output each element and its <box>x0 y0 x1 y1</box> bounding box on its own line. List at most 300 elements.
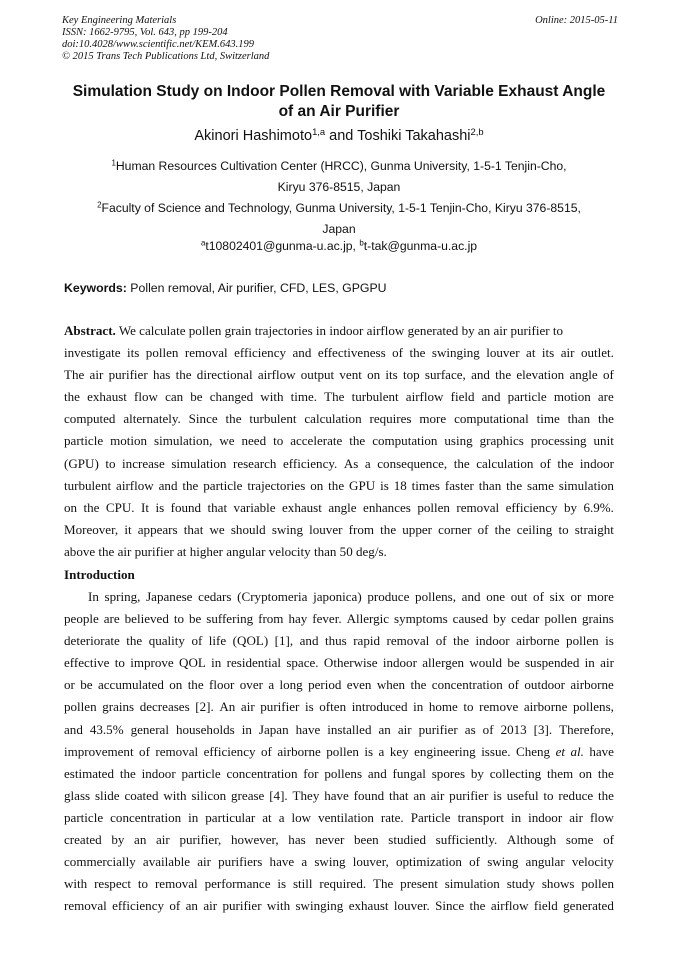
word: Although <box>506 832 557 848</box>
author-affiliation-mark: 1,a <box>312 125 326 137</box>
word: Since <box>435 898 465 914</box>
word: efficiency <box>234 345 287 361</box>
word: efficiency. <box>282 455 338 471</box>
word: a <box>278 809 285 825</box>
word: studied <box>388 832 426 848</box>
word: pollens, <box>572 699 614 715</box>
word: airborne <box>523 699 568 715</box>
word: indoor <box>579 455 614 471</box>
word: with <box>266 898 291 914</box>
word: to <box>463 699 474 715</box>
word: from <box>258 611 284 627</box>
word: rapid <box>353 633 381 649</box>
abstract-line: above the air purifier at higher angular velocity than 50 deg/s. <box>64 543 387 559</box>
word: be <box>80 677 93 693</box>
word: is <box>380 477 389 493</box>
word: corner <box>438 521 472 537</box>
intro-line <box>64 807 614 829</box>
copyright-line: © 2015 Trans Tech Publications Ltd, Switzerland <box>62 51 270 62</box>
word: variable <box>233 499 276 515</box>
word: the <box>453 455 470 471</box>
word: that <box>207 499 228 515</box>
word: be <box>190 389 203 405</box>
word: on <box>169 677 183 693</box>
word: of <box>602 367 614 383</box>
affiliation-text: Kiryu 376-8515, Japan <box>277 180 401 194</box>
word: particle <box>203 477 243 493</box>
word: ventilation <box>318 809 374 825</box>
word: is <box>304 699 314 715</box>
word: optimization <box>395 854 462 870</box>
word: Otherwise <box>323 655 378 671</box>
word: more <box>587 589 614 604</box>
word: by <box>111 832 125 848</box>
intro-line <box>64 630 614 652</box>
intro-line <box>64 652 614 674</box>
word: an <box>185 898 198 914</box>
section-heading-introduction: Introduction <box>64 567 135 582</box>
word: concentration <box>431 677 503 693</box>
word: performance <box>204 876 271 892</box>
word: useful <box>506 787 539 803</box>
word: and <box>64 721 83 737</box>
word: flow <box>589 809 614 825</box>
word: deteriorate <box>64 633 120 649</box>
word: the <box>126 633 143 649</box>
word: has <box>152 367 171 383</box>
word: They <box>292 787 320 803</box>
word: air <box>397 721 412 737</box>
word: estimated <box>64 765 114 781</box>
abstract-line <box>64 408 614 430</box>
word: the <box>349 433 366 449</box>
word: more <box>419 411 447 427</box>
word: As <box>343 455 359 471</box>
word: surface, <box>424 367 466 383</box>
word: air <box>600 655 614 671</box>
word: and <box>299 633 319 649</box>
word: have <box>324 787 349 803</box>
word: particle <box>64 809 104 825</box>
word: pollen <box>326 743 359 759</box>
word: its <box>541 345 555 361</box>
word: the <box>495 367 512 383</box>
word: faster <box>444 477 474 493</box>
word: a <box>301 854 308 870</box>
word: residential <box>226 655 281 671</box>
word: engineering <box>414 743 476 759</box>
word: airflow <box>116 477 154 493</box>
word: indoor <box>382 655 417 671</box>
word: or <box>64 677 75 693</box>
word: transport <box>457 809 504 825</box>
word: purifier <box>449 787 489 803</box>
word: remove <box>479 699 519 715</box>
word: air <box>156 832 170 848</box>
word: time <box>536 411 560 427</box>
word: by <box>470 765 484 781</box>
email-link[interactable]: t-tak@gunma-u.ac.jp <box>363 239 478 253</box>
word: or <box>570 589 582 604</box>
word: by <box>563 499 578 515</box>
word: allergen <box>422 655 465 671</box>
word: effective <box>64 655 110 671</box>
word: of <box>482 721 494 737</box>
word: collecting <box>489 765 542 781</box>
word: turbulent <box>249 411 297 427</box>
word: the <box>598 787 614 803</box>
word: to <box>173 611 184 627</box>
word: are <box>597 389 614 405</box>
keywords-text: Pollen removal, Air purifier, CFD, LES, GPGPU <box>126 281 387 295</box>
word: swinging <box>431 345 480 361</box>
word: airflow <box>257 367 296 383</box>
word: angle <box>328 499 357 515</box>
author-list <box>0 125 678 144</box>
abstract-line <box>64 430 614 452</box>
word: the <box>597 765 614 781</box>
word: air <box>240 699 255 715</box>
email-link[interactable]: t10802401@gunma-u.ac.jp, <box>205 239 360 253</box>
word: Since <box>188 411 218 427</box>
word: efficiency <box>112 898 165 914</box>
word: an <box>413 787 426 803</box>
word: GPU <box>349 477 376 493</box>
intro-line <box>64 873 614 895</box>
word: exhaust <box>87 389 127 405</box>
word: six <box>549 589 565 604</box>
word: (GPU) <box>64 455 99 471</box>
word: air <box>89 367 104 383</box>
word: output <box>300 367 335 383</box>
word: can <box>165 389 184 405</box>
word: by <box>493 611 507 627</box>
abstract-line <box>64 519 614 541</box>
word: removal <box>155 743 199 759</box>
word: of <box>469 854 480 870</box>
word: we <box>219 433 235 449</box>
abstract-label: Abstract. <box>64 323 116 338</box>
word: to <box>273 433 284 449</box>
word: them <box>547 765 574 781</box>
word: simulation <box>171 455 227 471</box>
word: the <box>175 367 192 383</box>
word: than <box>478 477 502 493</box>
word: would <box>469 655 502 671</box>
keywords-label: Keywords: <box>64 281 127 295</box>
intro-line <box>64 741 614 763</box>
intro-line <box>64 895 614 917</box>
word: of <box>392 345 404 361</box>
abstract-line <box>64 342 614 364</box>
word: a <box>364 455 371 471</box>
word: airborne <box>516 633 560 649</box>
word: graphics <box>479 433 524 449</box>
intro-line <box>64 696 614 718</box>
word: thus <box>324 633 347 649</box>
word: turbulent <box>64 477 112 493</box>
word: increase <box>122 455 165 471</box>
intro-line <box>64 763 614 785</box>
word: the <box>225 411 242 427</box>
word: introduced <box>351 699 408 715</box>
word: have <box>295 721 321 737</box>
journal-name: Key Engineering Materials <box>62 15 177 26</box>
word: purifier <box>260 699 300 715</box>
affiliation-2 <box>55 198 623 240</box>
affiliation-mark: 1 <box>111 158 116 168</box>
word: decreases <box>139 699 190 715</box>
word: time. <box>290 389 318 405</box>
paper-title <box>55 82 623 122</box>
word: removal <box>456 499 500 515</box>
abstract-line <box>64 453 614 475</box>
email-mark: a <box>200 238 206 248</box>
word: exhaust <box>282 499 322 515</box>
word: of <box>477 521 489 537</box>
word: purifier <box>222 898 262 914</box>
word: a <box>378 743 385 759</box>
word: concentration <box>226 765 298 781</box>
word: Japanese <box>146 589 193 604</box>
word: than <box>567 411 591 427</box>
word: sufficiently. <box>435 832 498 848</box>
word: is <box>493 787 502 803</box>
word: indoor <box>528 809 563 825</box>
word: swinging <box>295 898 344 914</box>
word: directional <box>196 367 253 383</box>
word: indoor <box>475 633 510 649</box>
word: respect <box>94 876 132 892</box>
word: louver <box>486 345 520 361</box>
word: never <box>315 832 345 848</box>
word: QOL <box>179 655 206 671</box>
word: have <box>269 854 295 870</box>
word: of <box>540 455 551 471</box>
word: suspended <box>524 655 580 671</box>
word: particle <box>507 389 547 405</box>
word: life <box>208 633 227 649</box>
word: air <box>430 787 445 803</box>
word: same <box>527 477 554 493</box>
word: as <box>464 721 476 737</box>
word: the <box>469 898 486 914</box>
word: the <box>83 499 100 515</box>
word: one <box>486 589 506 604</box>
word: present <box>400 876 438 892</box>
intro-line <box>64 851 614 873</box>
word: pollens <box>324 765 363 781</box>
word: that <box>388 787 409 803</box>
word: air <box>560 345 575 361</box>
abstract-line <box>64 364 614 386</box>
word: processing <box>530 433 587 449</box>
word: caused <box>452 611 489 627</box>
word: in <box>211 655 222 671</box>
word: with <box>64 876 88 892</box>
word: calculation <box>476 455 534 471</box>
word: required. <box>319 876 367 892</box>
word: fungal <box>392 765 426 781</box>
word: spores <box>431 765 466 781</box>
word: removal <box>154 876 198 892</box>
word: CPU. <box>105 499 135 515</box>
word: cedar <box>511 611 540 627</box>
word: out <box>510 589 528 604</box>
word: and <box>471 367 490 383</box>
word: 2013 <box>500 721 527 737</box>
word: appears <box>137 521 178 537</box>
word: it <box>124 521 132 537</box>
word: particle <box>181 765 221 781</box>
title-line: Simulation Study on Indoor Pollen Removal with Variable Exhaust Angle <box>72 83 606 100</box>
intro-line <box>64 608 614 630</box>
word: symptoms <box>394 611 448 627</box>
word: swing <box>487 854 519 870</box>
word: trajectories <box>247 477 306 493</box>
word: produce <box>367 589 410 604</box>
email-mark: b <box>359 238 364 248</box>
word: et <box>555 743 565 759</box>
intro-line <box>64 674 614 696</box>
word: of <box>508 677 520 693</box>
word: space. <box>286 655 319 671</box>
word: even <box>346 677 372 693</box>
word: [4]. <box>269 787 288 803</box>
word: exhaust <box>348 898 389 914</box>
word: on <box>367 367 381 383</box>
word: in <box>413 699 424 715</box>
word: of <box>169 898 181 914</box>
word: Allergic <box>346 611 390 627</box>
word: improvement <box>64 743 134 759</box>
word: computation <box>372 433 438 449</box>
word: when <box>376 677 406 693</box>
word: need <box>241 433 267 449</box>
word: simulation, <box>154 433 213 449</box>
word: swing <box>271 521 303 537</box>
word: found <box>170 499 202 515</box>
title-line: of an Air Purifier <box>278 103 400 120</box>
word: from <box>348 521 375 537</box>
word: the <box>409 345 426 361</box>
word: of <box>435 633 447 649</box>
word: at <box>526 345 536 361</box>
word: simulation <box>558 477 614 493</box>
word: Particle <box>410 809 451 825</box>
word: over <box>239 677 263 693</box>
word: removal <box>64 898 107 914</box>
word: to <box>558 521 569 537</box>
word: a <box>268 677 275 693</box>
word: calculation <box>304 411 362 427</box>
word: computational <box>454 411 529 427</box>
word: the <box>557 455 574 471</box>
word: field <box>450 389 475 405</box>
word: air <box>197 854 211 870</box>
word: and <box>158 477 178 493</box>
word: Cheng <box>516 743 551 759</box>
word: is <box>364 743 374 759</box>
word: the <box>187 677 204 693</box>
word: slide <box>94 787 120 803</box>
word: field <box>533 898 558 914</box>
word: indoor <box>141 765 176 781</box>
word: its <box>127 345 140 361</box>
word: of <box>261 743 272 759</box>
word: on <box>64 499 78 515</box>
word: study <box>506 876 535 892</box>
word: motion <box>553 389 591 405</box>
word: rate. <box>380 809 404 825</box>
word: we <box>209 521 225 537</box>
word: changed <box>209 389 254 405</box>
word: commercially <box>64 854 136 870</box>
word: available <box>142 854 191 870</box>
word: ceiling <box>516 521 553 537</box>
word: and <box>367 765 387 781</box>
word: found <box>353 787 385 803</box>
word: al. <box>570 743 584 759</box>
word: [1], <box>274 633 294 649</box>
email-line <box>0 239 678 253</box>
word: (Cryptomeria <box>237 589 308 604</box>
word: and <box>481 389 501 405</box>
word: accumulated <box>97 677 164 693</box>
introduction-body <box>64 586 614 917</box>
word: is <box>277 876 287 892</box>
word: general <box>130 721 169 737</box>
word: removal <box>184 345 228 361</box>
word: elevation <box>516 367 565 383</box>
word: using <box>444 433 473 449</box>
word: times <box>411 477 440 493</box>
word: issue. <box>481 743 511 759</box>
word: Moreover, <box>64 521 119 537</box>
word: pollen <box>544 611 577 627</box>
word: to <box>137 876 149 892</box>
word: Japan <box>258 721 289 737</box>
word: outlet. <box>580 345 614 361</box>
word: period <box>308 677 342 693</box>
word: grains <box>102 699 135 715</box>
affiliation-mark: 2 <box>97 200 102 210</box>
word: louver <box>309 521 343 537</box>
word: outdoor <box>524 677 565 693</box>
word: purifiers <box>218 854 263 870</box>
word: floor <box>209 677 235 693</box>
word: japonica) <box>313 589 362 604</box>
word: swing <box>314 854 346 870</box>
word: research <box>232 455 277 471</box>
word: been <box>354 832 379 848</box>
word: An <box>219 699 236 715</box>
word: pollen <box>145 345 179 361</box>
word: (QOL) <box>232 633 269 649</box>
abstract-line <box>64 497 614 519</box>
word: In <box>88 589 99 604</box>
word: coated <box>124 787 159 803</box>
affiliation-text: Human Resources Cultivation Center (HRCC), Gunma University, 1-5-1 Tenjin-Cho, <box>115 159 567 173</box>
word: is <box>155 499 165 515</box>
word: an <box>134 832 147 848</box>
word: households <box>175 721 235 737</box>
word: of <box>139 743 150 759</box>
word: It <box>141 499 149 515</box>
intro-line <box>64 829 614 851</box>
word: the <box>182 477 199 493</box>
word: the <box>410 677 427 693</box>
